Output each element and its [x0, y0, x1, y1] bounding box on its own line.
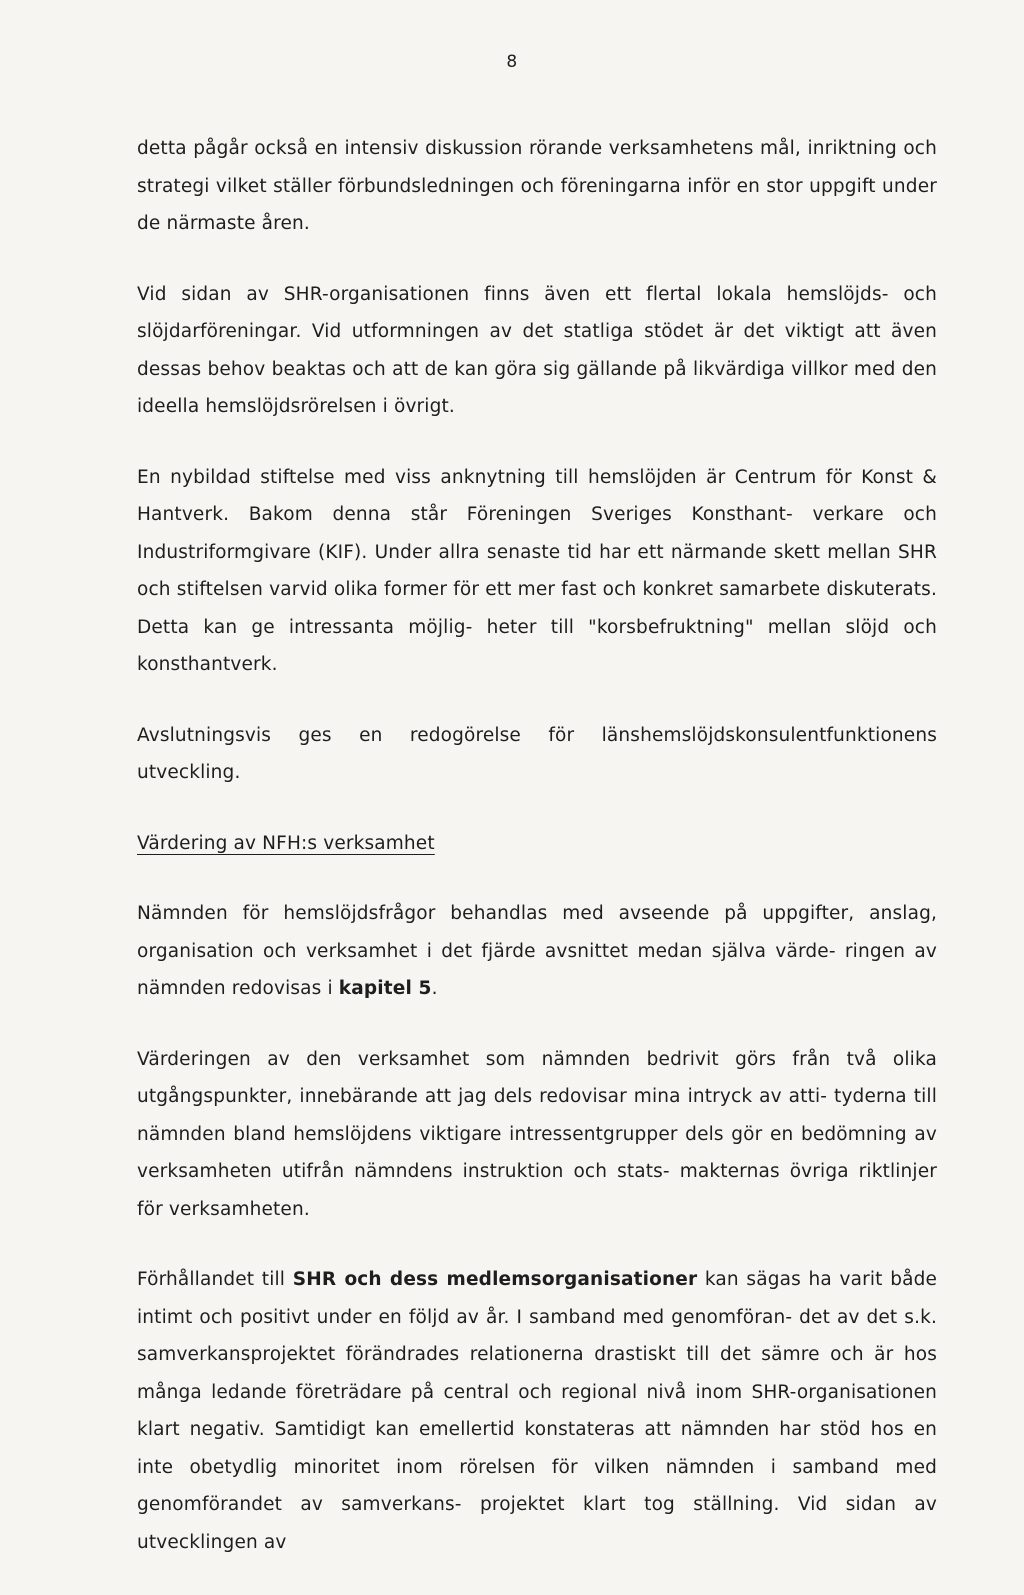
- paragraph-evaluation: Värderingen av den verksamhet som nämnden bedrivit görs från två olika utgångspunkter, innebärande att jag dels redovisar mina intryck av atti- tyderna till nämnden bland hemslöjdens viktigare intressentgrupper dels gör en bedömning av verksamheten utifrån nämndens instruktion och stats- makternas övriga riktlinjer för verksamheten.: [137, 1048, 937, 1220]
- paragraph-closing: Avslutningsvis ges en redogörelse för länshemslöjdskonsulentfunktionens utveckling.: [137, 724, 937, 783]
- organisation-reference: SHR och dess medlemsorganisationer: [292, 1269, 698, 1290]
- paragraph-local-associations: Vid sidan av SHR-organisationen finns även ett flertal lokala hemslöjds- och slöjdarföreningar. Vid utformningen av det statliga stödet är det viktigt att även dessas behov beaktas och att de kan göra sig gällande på likvärdiga villkor med den ideella hemslöjdsrörelsen i övrigt.: [137, 283, 937, 417]
- paragraph-committee-text: Nämnden för hemslöjdsfrågor behandlas med avseende på uppgifter, anslag, organisation och verksamhet i det fjärde avsnittet medan själva värde- ringen av nämnden redovisas i: [137, 903, 937, 999]
- paragraph-strategy: detta pågår också en intensiv diskussion rörande verksamhetens mål, inriktning och strategi vilket ställer förbundsledningen och föreningarna inför en stor uppgift under de närmaste åren.: [137, 138, 937, 234]
- paragraph-committee: [137, 895, 937, 1008]
- document-body: [137, 130, 937, 1594]
- paragraph-committee-end: .: [431, 978, 438, 999]
- section-heading: [137, 825, 937, 863]
- paragraph-foundation: En nybildad stiftelse med viss anknytning till hemslöjden är Centrum för Konst & Hantverk. Bakom denna står Föreningen Sveriges Konsthant- verkare och Industriformgivare (KIF). Under allra senaste tid har ett närmande skett mellan SHR och stiftelsen varvid olika former för ett mer fast och konkret samarbete diskuterats. Detta kan ge intressanta möjlig- heter till "korsbefruktning" mellan slöjd och konsthantverk.: [137, 466, 937, 675]
- page-number: 8: [506, 52, 518, 72]
- paragraph-relationship: [137, 1261, 937, 1561]
- section-heading-text: Värdering av NFH:s verksamhet: [137, 832, 435, 854]
- chapter-reference: kapitel 5: [338, 978, 432, 999]
- paragraph-relationship-text: kan sägas ha varit både intimt och positivt under en följd av år. I samband med genomföran- det av det s.k. samverkansprojektet förändrades relationerna drastiskt till det sämre och är hos många ledande företrädare på central och regional nivå inom SHR-organisationen klart negativ. Samtidigt kan emellertid konstateras att nämnden har stöd hos en inte obetydlig minoritet inom rörelsen för vilken nämnden i samband med genomförandet av samverkans- projektet klart tog ställning. Vid sidan av utvecklingen av: [137, 1269, 938, 1553]
- paragraph-relationship-start: Förhållandet till: [137, 1269, 293, 1290]
